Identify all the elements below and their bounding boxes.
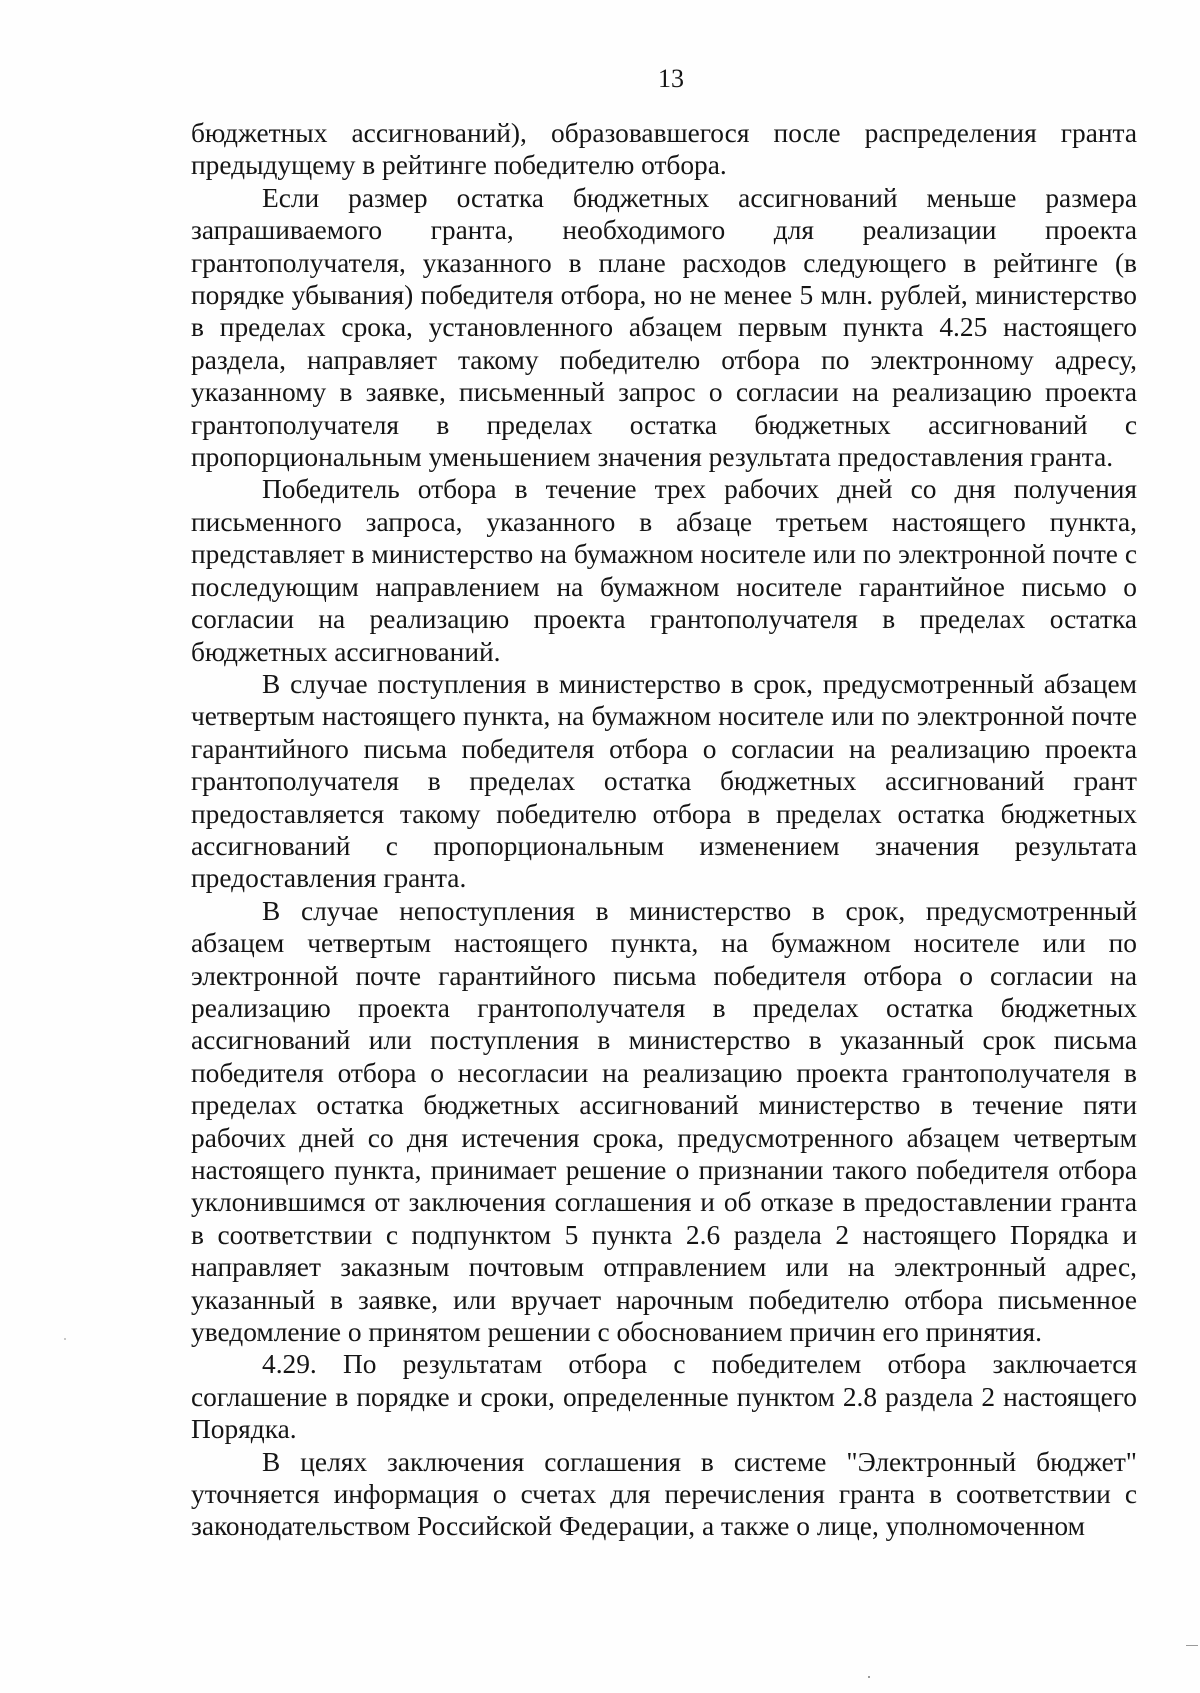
paragraph-consent-received: В случае поступления в министерство в срок, предусмотренный абзацем четвертым настоящего пункта, на бумажном носителе или по электронной почте гарантийного письма победителя отбора о согласии на реализацию проекта грантополучателя в пределах остатка бюджетных ассигнований грант предоставляется такому победителю отбора в пределах остатка бюджетных ассигнований с пропорциональным изменением значения результата предоставления гранта. [191, 668, 1137, 894]
page-number: 13 [658, 64, 684, 93]
scan-speck [1186, 1645, 1198, 1646]
paragraph-electronic-budget: В целях заключения соглашения в системе "Электронный бюджет" уточняется информация о счетах для перечисления гранта в соответствии с законодательством Российской Федерации, а также о лице, уполномоченном [191, 1446, 1137, 1542]
paragraph-4-29: 4.29. По результатам отбора с победителем отбора заключается соглашение в порядке и сроки, определенные пунктом 2.8 раздела 2 настоящего Порядка. [191, 1349, 1137, 1445]
scan-speck [64, 1338, 66, 1340]
document-body [191, 117, 1137, 1543]
paragraph-continuation: бюджетных ассигнований), образовавшегося после распределения гранта предыдущему в рейтинге победителю отбора. [191, 118, 1137, 181]
paragraph-consent-not-received: В случае непоступления в министерство в срок, предусмотренный абзацем четвертым настоящего пункта, на бумажном носителе или по электронной почте гарантийного письма победителя отбора о согласии на реализацию проекта грантополучателя в пределах остатка бюджетных ассигнований или поступления в министерство в указанный срок письма победителя отбора о несогласии на реализацию проекта грантополучателя в пределах остатка бюджетных ассигнований министерство в течение пяти рабочих дней со дня истечения срока, предусмотренного абзацем четвертым настоящего пункта, принимает решение о признании такого победителя отбора уклонившимся от заключения соглашения и об отказе в предоставлении гранта в соответствии с подпунктом 5 пункта 2.6 раздела 2 настоящего Порядка и направляет заказным почтовым отправлением или на электронный адрес, указанный в заявке, или вручает нарочным победителю отбора письменное уведомление о принятом решении с обоснованием причин его принятия. [191, 895, 1137, 1348]
scan-speck [868, 1676, 870, 1678]
paragraph-winner-response: Победитель отбора в течение трех рабочих дней со дня получения письменного запроса, указанного в абзаце третьем настоящего пункта, представляет в министерство на бумажном носителе или по электронной почте с последующим направлением на бумажном носителе гарантийное письмо о согласии на реализацию проекта грантополучателя в пределах остатка бюджетных ассигнований. [191, 474, 1137, 667]
paragraph-remaining-funds: Если размер остатка бюджетных ассигнований меньше размера запрашиваемого гранта, необходимого для реализации проекта грантополучателя, указанного в плане расходов следующего в рейтинге (в порядке убывания) победителя отбора, но не менее 5 млн. рублей, министерство в пределах срока, установленного абзацем первым пункта 4.25 настоящего раздела, направляет такому победителю отбора по электронному адресу, указанному в заявке, письменный запрос о согласии на реализацию проекта грантополучателя в пределах остатка бюджетных ассигнований с пропорциональным уменьшением значения результата предоставления гранта. [191, 182, 1137, 473]
